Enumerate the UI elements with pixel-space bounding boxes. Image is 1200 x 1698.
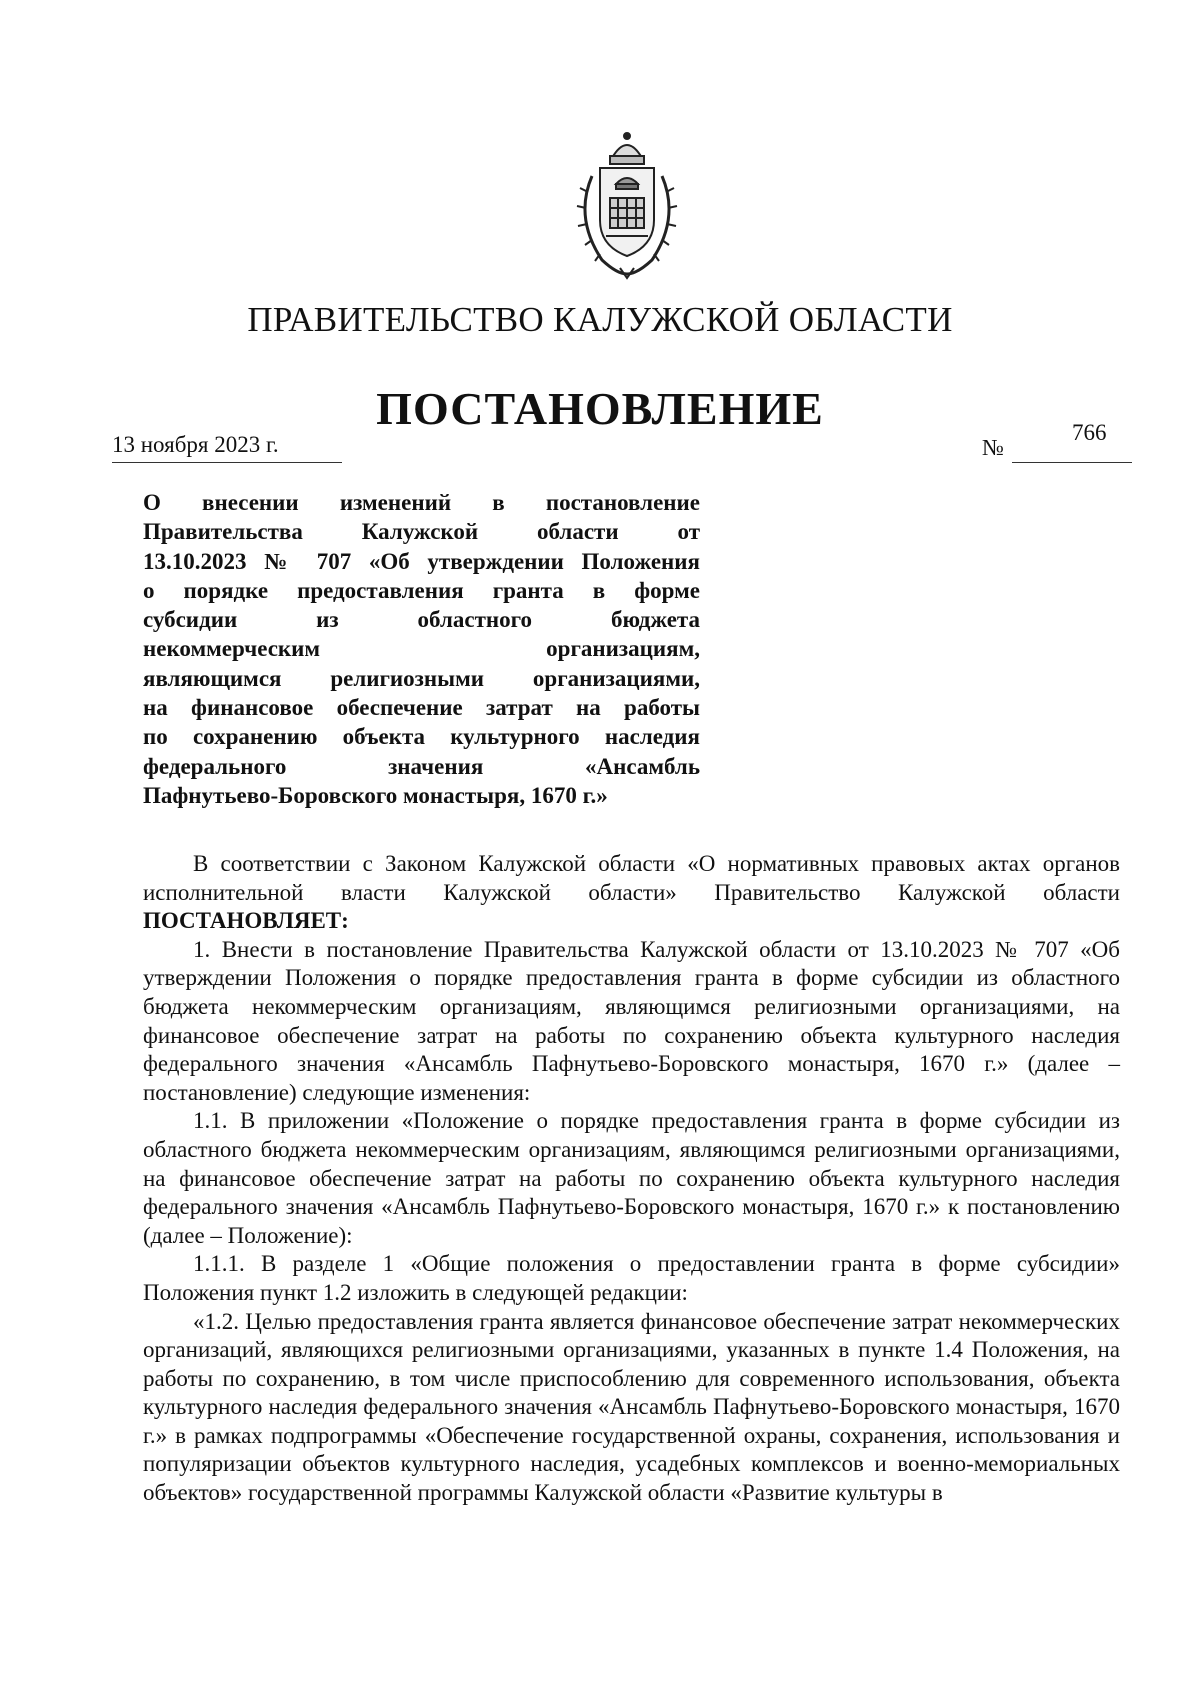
paragraph-1-2-quote: «1.2. Целью предоставления гранта является финансовое обеспечение затрат некоммерческих организаций, являющихся религиозными организациями, указанных в пункте 1.4 Положения, на работы по сохранению, в том числе приспособлению для современного использования, объекта культурного наследия федерального значения «Ансамбль Пафнутьево-Боровского монастыря, 1670 г.» в рамках подпрограммы «Обеспечение государственной охраны, сохранения, использования и популяризации объектов культурного наследия, усадебных комплексов и военно-мемориальных объектов» государственной программы Калужской области «Развитие культуры в: [143, 1308, 1120, 1506]
subject-line: на финансовое обеспечение затрат на работы: [143, 695, 700, 721]
document-date: 13 ноября 2023 г.: [112, 432, 279, 457]
document-body: [143, 850, 1120, 1508]
subject-line: федерального значения «Ансамбль: [143, 753, 700, 779]
subject-line: некоммерческим организациям,: [143, 636, 700, 662]
paragraph-1-1: 1.1. В приложении «Положение о порядке предоставления гранта в форме субсидии из областного бюджета некоммерческим организациям, являющимся религиозными организациями, на финансовое обеспечение затрат на работы по сохранению объекта культурного наследия федерального значения «Ансамбль Пафнутьево-Боровского монастыря, 1670 г.» к постановлению (далее – Положение):: [143, 1108, 1120, 1248]
subject-line: по сохранению объекта культурного наследия: [143, 724, 700, 750]
decree-keyword: ПОСТАНОВЛЯЕТ:: [143, 908, 349, 934]
paragraph-1: 1. Внести в постановление Правительства Калужской области от 13.10.2023 № 707 «Об утверждении Положения о порядке предоставления гранта в форме субсидии из областного бюджета некоммерческим организациям, являющимся религиозными организациями, на финансовое обеспечение затрат на работы по сохранению объекта культурного наследия федерального значения «Ансамбль Пафнутьево-Боровского монастыря, 1670 г.» (далее – постановление) следующие изменения:: [143, 936, 1120, 1105]
subject-line: Пафнутьево-Боровского монастыря, 1670 г.»: [143, 782, 608, 808]
subject-line: являющимся религиозными организациями,: [143, 665, 700, 691]
subject-line: Правительства Калужской области от: [143, 519, 700, 545]
document-type-title: ПОСТАНОВЛЕНИЕ: [376, 383, 824, 434]
subject-line: 13.10.2023 № 707 «Об утверждении Положения: [143, 548, 700, 574]
document-subject: [143, 488, 700, 810]
coat-of-arms-icon: [562, 128, 692, 280]
document-number: 766: [1072, 420, 1107, 445]
number-underline: [1012, 462, 1132, 463]
number-sign: №: [982, 435, 1004, 460]
organization-title: ПРАВИТЕЛЬСТВО КАЛУЖСКОЙ ОБЛАСТИ: [247, 300, 953, 339]
paragraph-1-1-1: 1.1.1. В разделе 1 «Общие положения о предоставлении гранта в форме субсидии» Положения пункт 1.2 изложить в следующей редакции:: [143, 1251, 1120, 1305]
date-underline: [112, 462, 342, 463]
subject-line: О внесении изменений в постановление: [143, 490, 700, 515]
subject-line: о порядке предоставления гранта в форме: [143, 577, 700, 603]
preamble-paragraph: [143, 850, 1120, 936]
preamble-text: В соответствии с Законом Калужской области «О нормативных правовых актах органов исполнительной власти Калужской области» Правительство Калужской области: [143, 851, 1120, 905]
subject-line: субсидии из областного бюджета: [143, 607, 700, 633]
